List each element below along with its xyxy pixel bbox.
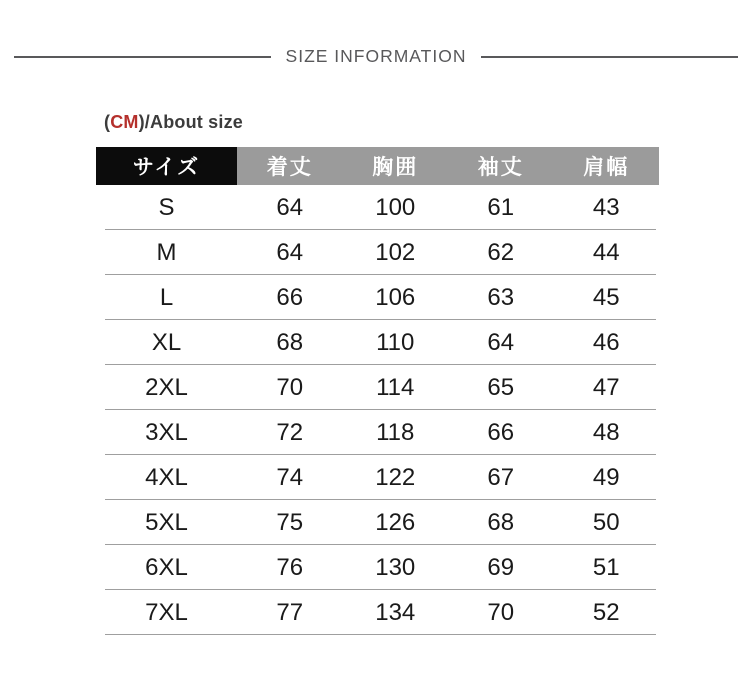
measurement-cell: 48 [592, 418, 620, 446]
measurement-cell: 65 [487, 373, 515, 401]
size-cell: 4XL [145, 463, 188, 491]
unit-note [104, 112, 243, 133]
measurement-cell: 134 [375, 598, 416, 626]
table-row [96, 455, 659, 500]
measurement-cell: 43 [592, 193, 620, 221]
measurement-cell: 100 [375, 193, 416, 221]
measurement-cell: 51 [592, 553, 620, 581]
measurement-cell: 126 [375, 508, 416, 536]
measurement-cell: 69 [487, 553, 515, 581]
measurement-cell: 76 [276, 553, 304, 581]
measurement-cell: 45 [592, 283, 620, 311]
measurement-cell: 62 [487, 238, 515, 266]
table-row [96, 275, 659, 320]
measurement-cell: 67 [487, 463, 515, 491]
table-row [96, 320, 659, 365]
measurement-cell: 130 [375, 553, 416, 581]
size-table [96, 147, 659, 635]
measurement-cell: 50 [592, 508, 620, 536]
measurement-cell: 66 [487, 418, 515, 446]
section-title-bar [14, 46, 738, 67]
measurement-cell: 75 [276, 508, 304, 536]
measurement-cell: 106 [375, 283, 416, 311]
size-table-body [96, 185, 659, 635]
measurement-cell: 110 [376, 328, 415, 356]
size-cell: L [159, 283, 174, 311]
measurement-cell: 44 [592, 238, 620, 266]
measurement-cell: 70 [487, 598, 515, 626]
table-row [96, 185, 659, 230]
measurement-cell: 68 [487, 508, 515, 536]
size-cell: 3XL [145, 418, 188, 446]
size-cell: 2XL [145, 373, 188, 401]
header-cell-length: 着丈 [266, 156, 313, 179]
size-cell: M [156, 238, 177, 266]
measurement-cell: 46 [592, 328, 620, 356]
table-row [96, 230, 659, 275]
header-cell-size: サイズ [96, 147, 237, 185]
measurement-cell: 61 [487, 193, 515, 221]
size-cell: 5XL [145, 508, 188, 536]
measurement-cell: 66 [276, 283, 304, 311]
measurement-cell: 72 [276, 418, 304, 446]
table-row [96, 410, 659, 455]
size-cell: S [158, 193, 175, 221]
size-table-header-row [96, 147, 659, 185]
header-cell-chest: 胸囲 [372, 156, 419, 179]
measurement-cell: 64 [487, 328, 515, 356]
measurement-cell: 118 [376, 418, 415, 446]
measurement-cell: 114 [376, 373, 415, 401]
size-cell: 7XL [145, 598, 188, 626]
table-row [96, 500, 659, 545]
measurement-cell: 122 [375, 463, 416, 491]
measurement-cell: 68 [276, 328, 304, 356]
title-divider-right [481, 56, 738, 58]
measurement-cell: 74 [276, 463, 304, 491]
measurement-cell: 64 [276, 193, 304, 221]
measurement-cell: 49 [592, 463, 620, 491]
size-cell: 6XL [145, 553, 188, 581]
measurement-cell: 52 [592, 598, 620, 626]
unit-note-suffix: )/About size [138, 112, 244, 132]
unit-note-prefix: ( [104, 112, 111, 132]
measurement-cell: 64 [276, 238, 304, 266]
header-cell-shoulder: 肩幅 [583, 156, 630, 179]
table-row [96, 590, 659, 635]
size-cell: XL [151, 328, 182, 356]
header-cell-sleeve: 袖丈 [477, 156, 524, 179]
measurement-cell: 77 [276, 598, 304, 626]
page-title: SIZE INFORMATION [285, 46, 467, 66]
measurement-cell: 63 [487, 283, 515, 311]
measurement-cell: 47 [592, 373, 620, 401]
table-row [96, 545, 659, 590]
table-row [96, 365, 659, 410]
unit-note-cm: CM [110, 112, 139, 132]
measurement-cell: 70 [276, 373, 304, 401]
measurement-cell: 102 [375, 238, 416, 266]
title-divider-left [14, 56, 271, 58]
